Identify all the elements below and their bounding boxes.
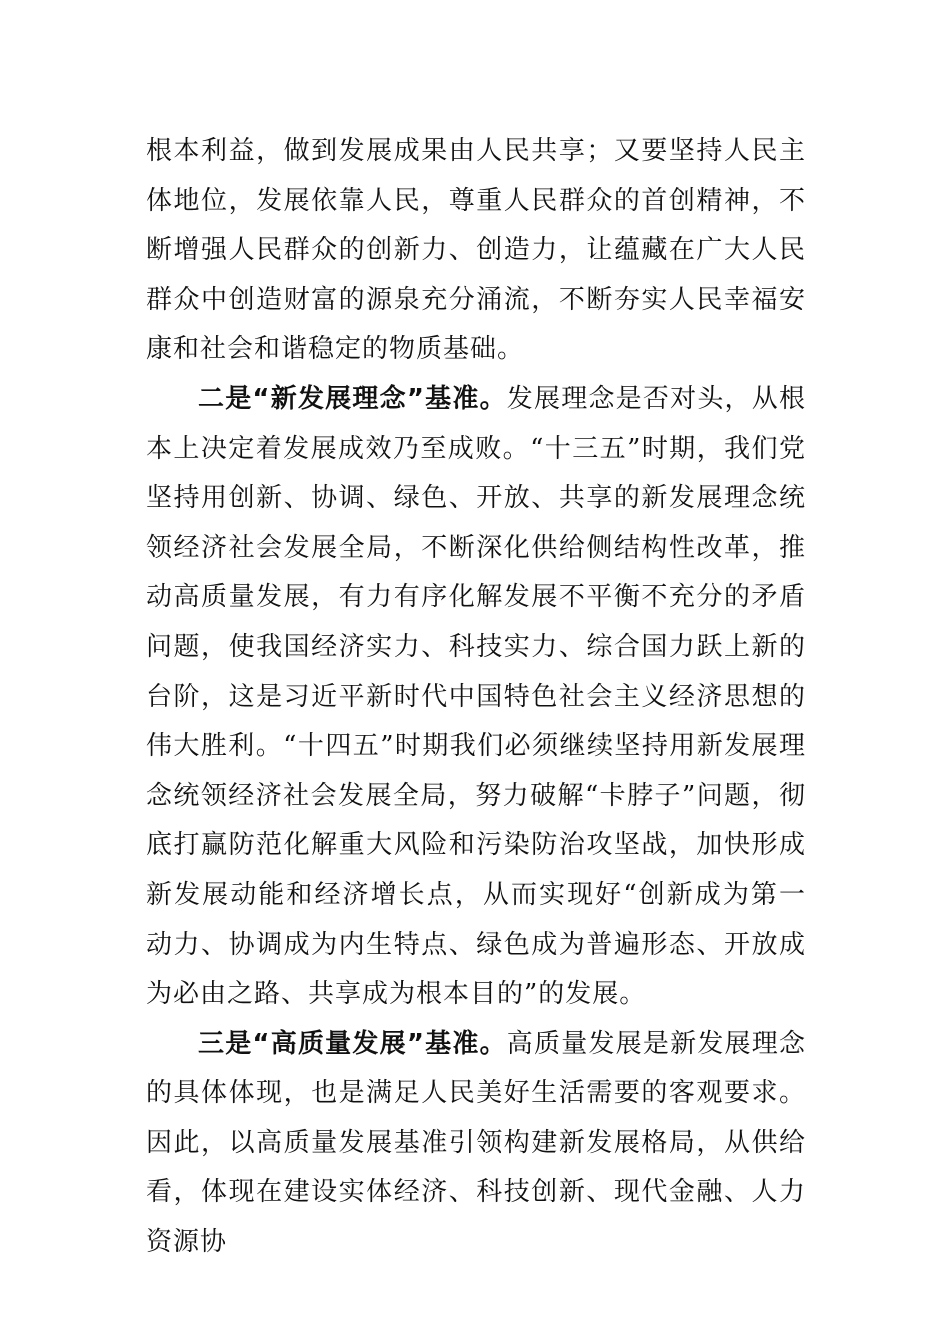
paragraph-new-development-concept bbox=[146, 375, 806, 1020]
paragraph-text: 根本利益，做到发展成果由人民共享；又要坚持人民主体地位，发展依靠人民，尊重人民群众的首创精神，不断增强人民群众的创新力、创造力，让蕴藏在广大人民群众中创造财富的源泉充分涌流，不断夯实人民幸福安康和社会和谐稳定的物质基础。 bbox=[146, 136, 806, 365]
paragraph-high-quality-development bbox=[146, 1020, 806, 1268]
paragraph-text: 发展理念是否对头，从根本上决定着发展成效乃至成败。“十三五”时期，我们党坚持用创新、协调、绿色、开放、共享的新发展理念统领经济社会发展全局，不断深化供给侧结构性改革，推动高质量发展，有力有序化解发展不平衡不充分的矛盾问题，使我国经济实力、科技实力、综合国力跃上新的台阶，这是习近平新时代中国特色社会主义经济思想的伟大胜利。“十四五”时期我们必须继续坚持用新发展理念统领经济社会发展全局，努力破解“卡脖子”问题，彻底打赢防范化解重大风险和污染防治攻坚战，加快形成新发展动能和经济增长点，从而实现好“创新成为第一动力、协调成为内生特点、绿色成为普遍形态、开放成为必由之路、共享成为根本目的”的发展。 bbox=[146, 383, 806, 1010]
paragraph-lead-heading: 三是“高质量发展”基准。 bbox=[198, 1028, 507, 1059]
paragraph-text: 高质量发展是新发展理念的具体体现，也是满足人民美好生活需要的客观要求。因此，以高质量发展基准引领构建新发展格局，从供给看，体现在建设实体经济、科技创新、现代金融、人力资源协 bbox=[146, 1028, 806, 1258]
paragraph-lead-heading: 二是“新发展理念”基准。 bbox=[198, 383, 507, 414]
paragraph-continuation bbox=[146, 127, 806, 375]
document-body bbox=[146, 127, 806, 1268]
